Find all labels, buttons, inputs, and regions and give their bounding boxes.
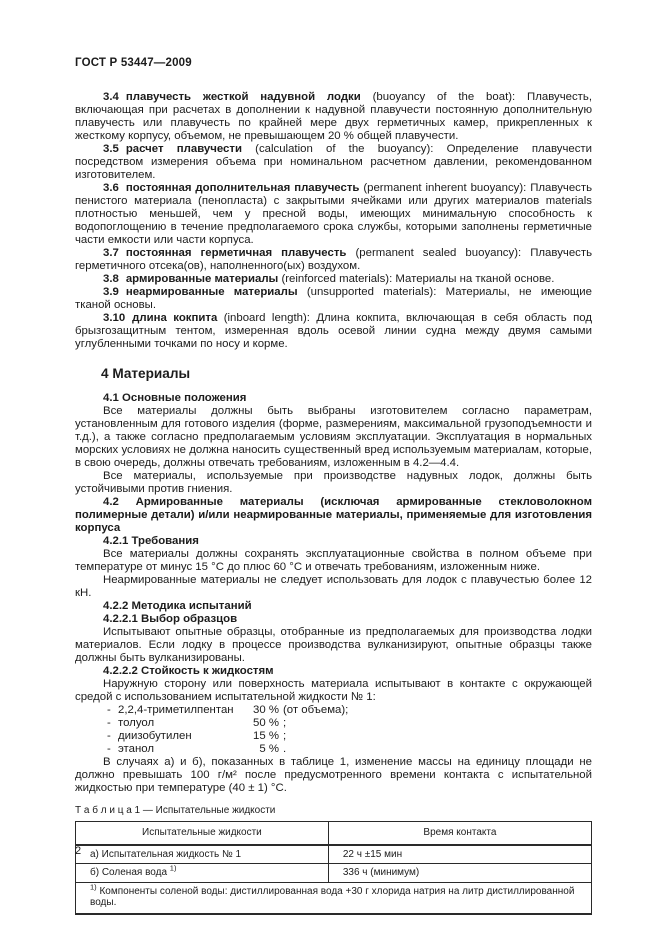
term-number: 3.10	[103, 312, 126, 324]
list-item-liquid	[75, 730, 592, 743]
cell-contact-time: 22 ч ±15 мин	[328, 845, 591, 864]
term-paragraph-3-7	[75, 247, 592, 273]
term-definition: (reinforced materials): Материалы на тканой основе.	[281, 273, 555, 285]
term-paragraph-3-6	[75, 182, 592, 247]
term-paragraph-3-10	[75, 312, 592, 351]
liquid-tail: .	[283, 743, 287, 755]
term-definition: (unsupported materials): Материалы, не имеющие тканой основы.	[75, 286, 592, 311]
cell-liquid	[76, 864, 329, 883]
list-item-liquid	[75, 743, 592, 756]
term-number: 3.4	[103, 91, 119, 103]
term-title: длина кокпита	[132, 312, 218, 324]
section-heading-4: 4 Материалы	[101, 366, 191, 381]
list-item-liquid	[75, 717, 592, 730]
term-number: 3.7	[103, 247, 119, 259]
paragraph-4-1-b: Все материалы, используемые при производстве надувных лодок, должны быть устойчивыми против гниения.	[75, 470, 592, 495]
footnote-text: Компоненты соленой воды: дистиллированная вода +30 г хлорида натрия на литр дистиллированной воды.	[90, 885, 575, 908]
term-title: неармированные материалы	[125, 286, 298, 298]
liquid-percent: 30 %	[253, 704, 279, 716]
term-title: плавучесть жесткой надувной лодки	[125, 91, 361, 103]
term-number: 3.5	[103, 143, 119, 155]
section-heading-4-2: 4.2 Армированные материалы (исключая армированные стекловолокном полимерные детали) и/или неармированные материалы, применяемые для изготовления корпуса	[75, 496, 592, 534]
table-header-row	[76, 822, 592, 845]
term-definition: (permanent sealed buoyancy): Плавучесть герметичного отсека(ов), наполненного(ых) воздухом.	[75, 247, 593, 272]
section-heading-4-2-2-2: 4.2.2.2 Стойкость к жидкостям	[103, 665, 274, 677]
paragraph-4-2-1-b: Неармированные материалы не следует использовать для лодок с плавучестью более 12 кН.	[75, 574, 592, 599]
term-paragraph-3-4	[75, 91, 592, 143]
term-number: 3.6	[103, 182, 119, 194]
term-title: расчет плавучести	[125, 143, 242, 155]
term-paragraph-3-9	[75, 286, 592, 312]
cell-liquid	[76, 845, 329, 864]
term-paragraph-3-5	[75, 143, 592, 182]
table-row	[76, 845, 592, 864]
list-dash: -	[107, 743, 111, 755]
column-header-contact-time: Время контакта	[328, 822, 591, 845]
liquid-name: 2,2,4-триметилпентан	[118, 704, 234, 716]
term-definition: (inboard length): Длина кокпита, включающая в себя область под брызгозащитным тентом, измеренная вдоль осевой линии судна между двумя самыми углубленными точками по носу и корме.	[75, 312, 592, 350]
document-header: ГОСТ Р 53447—2009	[75, 57, 192, 69]
section-heading-4-2-2-1: 4.2.2.1 Выбор образцов	[103, 613, 238, 625]
paragraph-4-2-2-2-a: Наружную сторону или поверхность материала испытывают в контакте с окружающей средой с использованием испытательной жидкости № 1:	[75, 678, 592, 703]
test-liquids-table	[75, 821, 592, 915]
section-heading-4-2-2: 4.2.2 Методика испытаний	[103, 600, 252, 612]
table-caption: Т а б л и ц а 1 — Испытательные жидкости	[75, 805, 276, 816]
test-liquid-list	[75, 704, 592, 756]
section-heading-4-1: 4.1 Основные положения	[103, 392, 247, 404]
list-dash: -	[107, 717, 111, 729]
cell-contact-time: 336 ч (минимум)	[328, 864, 591, 883]
paragraph-4-2-2-1: Испытывают опытные образцы, отобранные из предполагаемых для производства лодки материалов. Если лодку в процессе производства вулканизируют, опытные образцы также должны быть вулканизированы.	[75, 626, 592, 664]
cell-liquid-text: б) Соленая вода	[90, 867, 168, 878]
table-footnote-row	[76, 882, 592, 914]
footnote-marker: 1)	[169, 863, 177, 873]
term-number: 3.8	[103, 273, 119, 285]
cell-liquid-text: а) Испытательная жидкость № 1	[90, 848, 242, 860]
liquid-tail: (от объема);	[283, 704, 349, 716]
term-definition: (buoyancy of the boat): Плавучесть, включающая при расчетах в дополнении к надувной плавучести постоянную дополнительную плавучесть или плавучесть по крайней мере двух герметичных камер, прикрепленных к жесткому корпусу, объемом, не превышающем 20 % общей плавучести.	[75, 91, 592, 142]
paragraph-4-2-1-a: Все материалы должны сохранять эксплуатационные свойства в полном объеме при температуре от минус 15 °С до плюс 60 °С и отвечать требованиям, изложенным ниже.	[75, 548, 592, 573]
liquid-percent: 15 %	[253, 730, 279, 742]
page-number: 2	[75, 845, 82, 857]
term-title: постоянная герметичная плавучесть	[125, 247, 347, 259]
footnote-marker: 1)	[90, 882, 97, 892]
term-definition: (permanent inherent buoyancy): Плавучесть пенистого материала (пенопласта) с закрытыми ячейками или других материалов materials плотностью меньшей, чем у пресной воды, имеющих минимальную способность к водопоглощению в течение предполагаемого срока службы, которыми заполнены герметичные части емкости или части корпуса.	[75, 182, 592, 246]
liquid-name: толуол	[118, 717, 155, 729]
table-row	[76, 864, 592, 883]
term-definition: (calculation of the buoyancy): Определение плавучести посредством измерения объема при номинальном расчетном давлении, рекомендованном изготовителем.	[75, 143, 593, 181]
liquid-tail: ;	[283, 717, 287, 729]
liquid-name: диизобутилен	[118, 730, 192, 742]
document-content	[75, 91, 592, 915]
section-heading-4-2-1: 4.2.1 Требования	[103, 535, 199, 547]
term-number: 3.9	[103, 286, 119, 298]
term-paragraph-3-8	[75, 273, 592, 286]
list-dash: -	[107, 730, 111, 742]
list-item-liquid	[75, 704, 592, 717]
table-footnote-cell	[76, 882, 592, 914]
liquid-percent: 50 %	[253, 717, 279, 729]
column-header-liquids: Испытательные жидкости	[76, 822, 329, 845]
term-title: армированные материалы	[125, 273, 279, 285]
liquid-name: этанол	[118, 743, 155, 755]
paragraph-4-2-2-2-b: В случаях а) и б), показанных в таблице 1, изменение массы на единицу площади не должно превышать 100 г/м² после предусмотренного времени контакта с испытательной жидкостью при температуре (40 ± 1) °С.	[75, 756, 592, 794]
liquid-percent: 5 %	[259, 743, 279, 755]
term-title: постоянная дополнительная плавучесть	[125, 182, 360, 194]
liquid-tail: ;	[283, 730, 287, 742]
list-dash: -	[107, 704, 111, 716]
paragraph-4-1-a: Все материалы должны быть выбраны изготовителем согласно параметрам, установленным для готового изделия (форме, размерениям, максимальной грузоподъемности и т.д.), а также согласно предполагаемым условиям эксплуатации. Эксплуатация в нормальных морских условиях не должна наносить существенный вред используемым материалам, которые, в свою очередь, должны отвечать требованиям, изложенным в 4.2—4.4.	[75, 405, 592, 469]
